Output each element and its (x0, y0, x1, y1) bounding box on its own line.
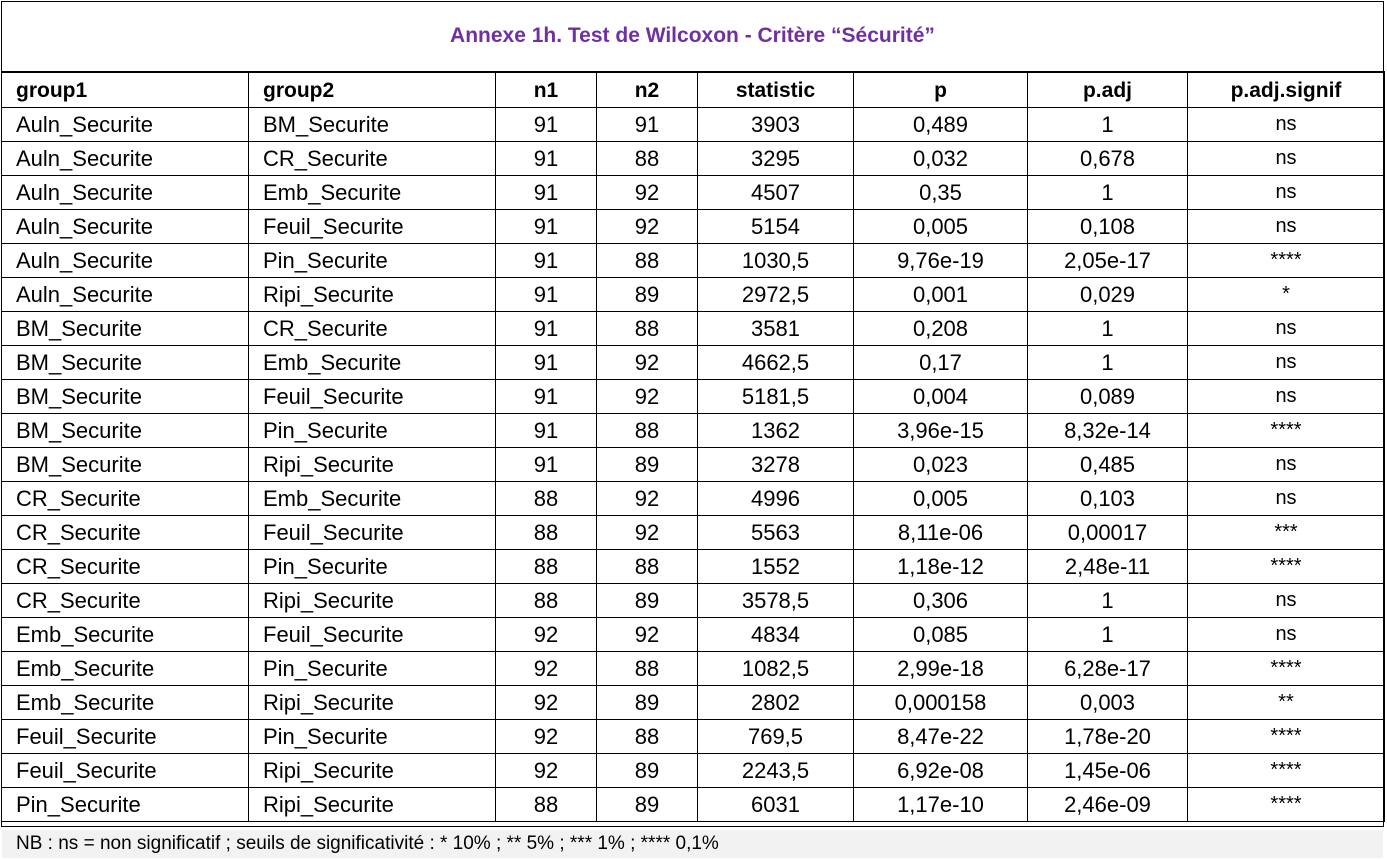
n2-cell: 88 (597, 652, 698, 686)
p-cell: 0,489 (854, 108, 1028, 142)
p-cell: 1,18e-12 (854, 550, 1028, 584)
p-adj-cell: 1,78e-20 (1028, 720, 1188, 754)
n1-cell: 91 (496, 278, 597, 312)
p-cell: 0,023 (854, 448, 1028, 482)
p-cell: 0,35 (854, 176, 1028, 210)
statistic-cell: 769,5 (698, 720, 854, 754)
group2-cell: Ripi_Securite (249, 788, 496, 822)
statistic-cell: 4507 (698, 176, 854, 210)
table-row (2, 210, 1385, 244)
group1-cell: Auln_Securite (2, 142, 249, 176)
p-adj-cell: 1 (1028, 176, 1188, 210)
p-adj-signif-cell: ns (1188, 142, 1385, 176)
group2-cell: CR_Securite (249, 142, 496, 176)
group2-cell: Emb_Securite (249, 482, 496, 516)
table-row (2, 176, 1385, 210)
group2-cell: Pin_Securite (249, 720, 496, 754)
table-row (2, 380, 1385, 414)
group1-cell: Emb_Securite (2, 686, 249, 720)
n2-cell: 89 (597, 754, 698, 788)
statistic-cell: 6031 (698, 788, 854, 822)
p-adj-signif-cell: *** (1188, 516, 1385, 550)
n1-cell: 88 (496, 482, 597, 516)
p-adj-cell: 0,103 (1028, 482, 1188, 516)
n2-cell: 88 (597, 550, 698, 584)
n1-cell: 91 (496, 346, 597, 380)
group2-cell: Feuil_Securite (249, 210, 496, 244)
p-cell: 0,17 (854, 346, 1028, 380)
p-adj-cell: 2,46e-09 (1028, 788, 1188, 822)
statistic-cell: 3278 (698, 448, 854, 482)
p-adj-cell: 0,108 (1028, 210, 1188, 244)
group2-cell: BM_Securite (249, 108, 496, 142)
n1-cell: 91 (496, 176, 597, 210)
statistic-cell: 1082,5 (698, 652, 854, 686)
p-adj-signif-cell: **** (1188, 414, 1385, 448)
header-row (2, 72, 1385, 108)
p-adj-signif-cell: * (1188, 278, 1385, 312)
p-cell: 6,92e-08 (854, 754, 1028, 788)
statistic-cell: 5154 (698, 210, 854, 244)
p-cell: 2,99e-18 (854, 652, 1028, 686)
header-p-adj-signif: p.adj.signif (1188, 72, 1385, 108)
group2-cell: CR_Securite (249, 312, 496, 346)
n1-cell: 92 (496, 754, 597, 788)
n2-cell: 88 (597, 414, 698, 448)
n2-cell: 88 (597, 312, 698, 346)
n1-cell: 91 (496, 380, 597, 414)
header-p: p (854, 72, 1028, 108)
group2-cell: Pin_Securite (249, 244, 496, 278)
p-adj-signif-cell: **** (1188, 550, 1385, 584)
group1-cell: Feuil_Securite (2, 754, 249, 788)
p-adj-signif-cell: **** (1188, 720, 1385, 754)
header-p-adj: p.adj (1028, 72, 1188, 108)
p-adj-signif-cell: ns (1188, 618, 1385, 652)
header-n2: n2 (597, 72, 698, 108)
p-cell: 0,208 (854, 312, 1028, 346)
p-adj-signif-cell: **** (1188, 652, 1385, 686)
statistic-cell: 1362 (698, 414, 854, 448)
p-adj-cell: 8,32e-14 (1028, 414, 1188, 448)
group2-cell: Ripi_Securite (249, 584, 496, 618)
group1-cell: Auln_Securite (2, 176, 249, 210)
statistic-cell: 3578,5 (698, 584, 854, 618)
table-title: Annexe 1h. Test de Wilcoxon - Critère “Sécurité” (450, 24, 935, 47)
n1-cell: 91 (496, 142, 597, 176)
table-row (2, 244, 1385, 278)
p-adj-signif-cell: ** (1188, 686, 1385, 720)
wilcoxon-table (1, 71, 1385, 822)
p-cell: 0,001 (854, 278, 1028, 312)
p-adj-signif-cell: ns (1188, 584, 1385, 618)
p-adj-signif-cell: ns (1188, 108, 1385, 142)
p-adj-cell: 0,029 (1028, 278, 1188, 312)
p-adj-cell: 0,003 (1028, 686, 1188, 720)
p-adj-cell: 2,05e-17 (1028, 244, 1188, 278)
group2-cell: Pin_Securite (249, 414, 496, 448)
group2-cell: Feuil_Securite (249, 618, 496, 652)
table-row (2, 720, 1385, 754)
table-row (2, 312, 1385, 346)
n2-cell: 89 (597, 448, 698, 482)
n1-cell: 88 (496, 788, 597, 822)
p-cell: 0,005 (854, 210, 1028, 244)
statistic-cell: 2802 (698, 686, 854, 720)
p-cell: 0,000158 (854, 686, 1028, 720)
statistic-cell: 4996 (698, 482, 854, 516)
group1-cell: Emb_Securite (2, 652, 249, 686)
p-adj-cell: 0,089 (1028, 380, 1188, 414)
n2-cell: 92 (597, 516, 698, 550)
group1-cell: BM_Securite (2, 312, 249, 346)
p-cell: 1,17e-10 (854, 788, 1028, 822)
header-group1: group1 (2, 72, 249, 108)
group1-cell: Auln_Securite (2, 278, 249, 312)
table-row (2, 448, 1385, 482)
n1-cell: 92 (496, 686, 597, 720)
n2-cell: 88 (597, 244, 698, 278)
group1-cell: BM_Securite (2, 448, 249, 482)
p-cell: 0,005 (854, 482, 1028, 516)
statistic-cell: 4834 (698, 618, 854, 652)
group2-cell: Emb_Securite (249, 176, 496, 210)
n1-cell: 92 (496, 652, 597, 686)
group2-cell: Pin_Securite (249, 550, 496, 584)
group2-cell: Ripi_Securite (249, 278, 496, 312)
p-adj-signif-cell: **** (1188, 754, 1385, 788)
header-statistic: statistic (698, 72, 854, 108)
table-row (2, 346, 1385, 380)
p-adj-cell: 1,45e-06 (1028, 754, 1188, 788)
n1-cell: 88 (496, 550, 597, 584)
statistic-cell: 2972,5 (698, 278, 854, 312)
n2-cell: 92 (597, 618, 698, 652)
p-adj-signif-cell: ns (1188, 346, 1385, 380)
group2-cell: Ripi_Securite (249, 754, 496, 788)
table-row (2, 278, 1385, 312)
n1-cell: 91 (496, 108, 597, 142)
p-cell: 0,004 (854, 380, 1028, 414)
p-cell: 3,96e-15 (854, 414, 1028, 448)
table-row (2, 618, 1385, 652)
p-adj-cell: 1 (1028, 584, 1188, 618)
table-body (2, 108, 1385, 822)
p-adj-signif-cell: ns (1188, 176, 1385, 210)
statistic-cell: 2243,5 (698, 754, 854, 788)
group1-cell: BM_Securite (2, 346, 249, 380)
n1-cell: 92 (496, 618, 597, 652)
n2-cell: 92 (597, 176, 698, 210)
table-row (2, 142, 1385, 176)
n2-cell: 88 (597, 720, 698, 754)
p-adj-cell: 6,28e-17 (1028, 652, 1188, 686)
p-adj-cell: 1 (1028, 312, 1188, 346)
table-row (2, 414, 1385, 448)
n2-cell: 92 (597, 210, 698, 244)
n1-cell: 91 (496, 210, 597, 244)
p-adj-cell: 1 (1028, 618, 1188, 652)
p-cell: 9,76e-19 (854, 244, 1028, 278)
p-adj-signif-cell: ns (1188, 312, 1385, 346)
n2-cell: 92 (597, 346, 698, 380)
statistic-cell: 1552 (698, 550, 854, 584)
group1-cell: BM_Securite (2, 414, 249, 448)
p-adj-signif-cell: ns (1188, 482, 1385, 516)
n1-cell: 91 (496, 244, 597, 278)
n2-cell: 89 (597, 584, 698, 618)
p-cell: 0,085 (854, 618, 1028, 652)
table-row (2, 754, 1385, 788)
header-group2: group2 (249, 72, 496, 108)
p-adj-cell: 1 (1028, 108, 1188, 142)
table-row (2, 788, 1385, 822)
statistic-cell: 1030,5 (698, 244, 854, 278)
p-adj-signif-cell: **** (1188, 244, 1385, 278)
group2-cell: Ripi_Securite (249, 686, 496, 720)
footnote: NB : ns = non significatif ; seuils de significativité : * 10% ; ** 5% ; *** 1% ; **** 0,1% (2, 830, 1383, 858)
table-row (2, 584, 1385, 618)
group2-cell: Emb_Securite (249, 346, 496, 380)
group1-cell: Auln_Securite (2, 108, 249, 142)
group2-cell: Feuil_Securite (249, 380, 496, 414)
statistic-cell: 4662,5 (698, 346, 854, 380)
table-row (2, 516, 1385, 550)
statistic-cell: 3581 (698, 312, 854, 346)
p-adj-cell: 1 (1028, 346, 1188, 380)
n2-cell: 89 (597, 788, 698, 822)
header-n1: n1 (496, 72, 597, 108)
group1-cell: BM_Securite (2, 380, 249, 414)
table-row (2, 482, 1385, 516)
group2-cell: Ripi_Securite (249, 448, 496, 482)
p-cell: 8,11e-06 (854, 516, 1028, 550)
p-cell: 0,306 (854, 584, 1028, 618)
p-adj-cell: 0,485 (1028, 448, 1188, 482)
n2-cell: 92 (597, 380, 698, 414)
p-adj-signif-cell: ns (1188, 210, 1385, 244)
group2-cell: Pin_Securite (249, 652, 496, 686)
statistic-cell: 3295 (698, 142, 854, 176)
group2-cell: Feuil_Securite (249, 516, 496, 550)
p-adj-signif-cell: ns (1188, 380, 1385, 414)
group1-cell: CR_Securite (2, 516, 249, 550)
n2-cell: 88 (597, 142, 698, 176)
group1-cell: CR_Securite (2, 482, 249, 516)
n1-cell: 91 (496, 448, 597, 482)
p-adj-cell: 0,678 (1028, 142, 1188, 176)
group1-cell: CR_Securite (2, 584, 249, 618)
table-row (2, 652, 1385, 686)
group1-cell: Emb_Securite (2, 618, 249, 652)
p-adj-cell: 0,00017 (1028, 516, 1188, 550)
p-adj-signif-cell: ns (1188, 448, 1385, 482)
table-row (2, 550, 1385, 584)
table-row (2, 108, 1385, 142)
statistic-cell: 5181,5 (698, 380, 854, 414)
statistic-cell: 5563 (698, 516, 854, 550)
p-cell: 0,032 (854, 142, 1028, 176)
group1-cell: Auln_Securite (2, 244, 249, 278)
p-adj-cell: 2,48e-11 (1028, 550, 1188, 584)
n2-cell: 92 (597, 482, 698, 516)
group1-cell: Feuil_Securite (2, 720, 249, 754)
p-cell: 8,47e-22 (854, 720, 1028, 754)
statistic-cell: 3903 (698, 108, 854, 142)
table-row (2, 686, 1385, 720)
group1-cell: CR_Securite (2, 550, 249, 584)
n1-cell: 88 (496, 516, 597, 550)
n1-cell: 91 (496, 414, 597, 448)
n2-cell: 89 (597, 278, 698, 312)
n2-cell: 89 (597, 686, 698, 720)
n1-cell: 88 (496, 584, 597, 618)
group1-cell: Pin_Securite (2, 788, 249, 822)
n1-cell: 92 (496, 720, 597, 754)
group1-cell: Auln_Securite (2, 210, 249, 244)
n2-cell: 91 (597, 108, 698, 142)
n1-cell: 91 (496, 312, 597, 346)
p-adj-signif-cell: **** (1188, 788, 1385, 822)
